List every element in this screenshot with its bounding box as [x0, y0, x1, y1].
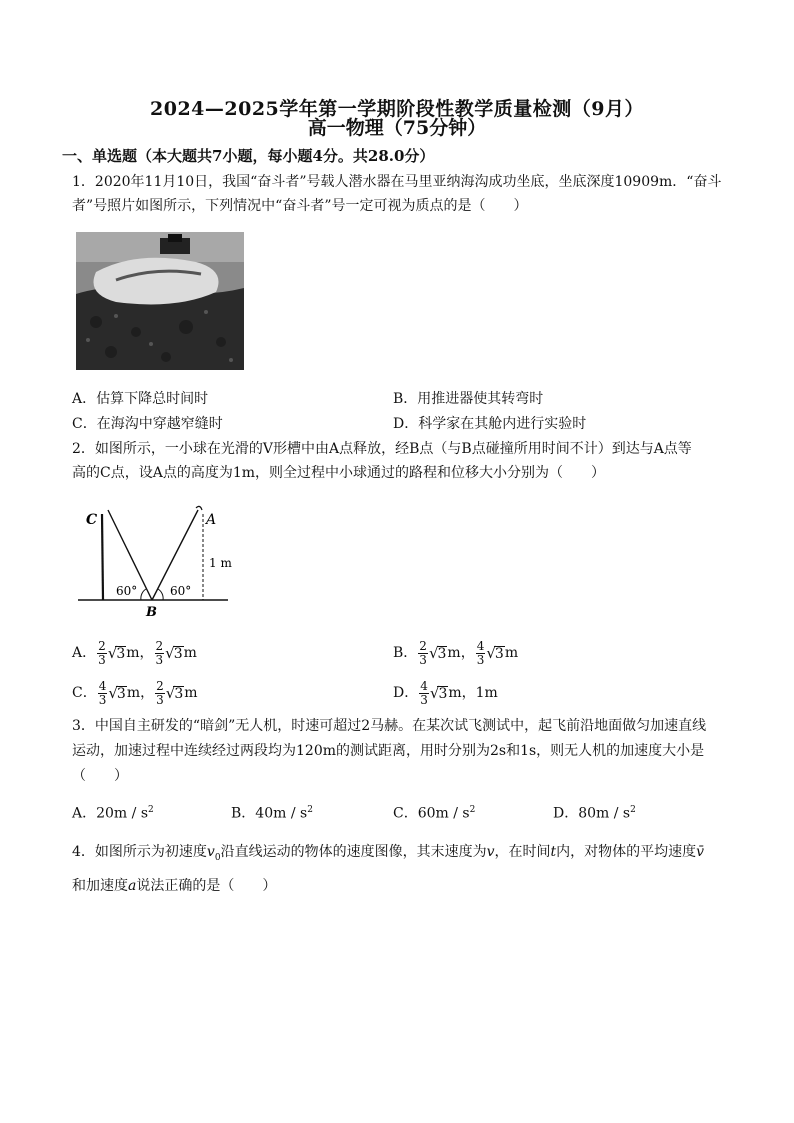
angle-right: 60° — [170, 584, 192, 598]
q3-option-b[interactable]: B．$40m / s^2$ — [231, 805, 313, 822]
exam-title: 2024—2025学年第一学期阶段性教学质量检测（9月） — [150, 98, 644, 120]
label-c: C — [86, 512, 98, 528]
q3-option-c[interactable]: C．$60m / s^2$ — [393, 805, 476, 822]
q2-option-d[interactable]: D． $\frac{4}{3}$ √ 3 m，1m — [393, 678, 498, 707]
q2-text-line2: 高的C点，设A点的高度为1m，则全过程中小球通过的路程和位移大小分别为（ ） — [72, 465, 606, 481]
submersible-photo — [76, 232, 244, 370]
q2-option-c[interactable]: C． $\frac{4}{3}$ √ 3 m， $\frac{2}{3}$ √ 3 m — [72, 678, 198, 707]
q1-option-c[interactable]: C．在海沟中穿越窄缝时 — [72, 416, 223, 432]
q2-text-line1: 2．如图所示，一小球在光滑的V形槽中由A点释放，经B点（与B点碰撞所用时间不计）到达与A点等 — [72, 441, 692, 457]
q2-option-a[interactable]: A． $\frac{2}{3}$ √ 3 m， $\frac{2}{3}$ √ 3 m — [72, 638, 197, 667]
q1-text-line2: 者”号照片如图所示，下列情况中“奋斗者”号一定可视为质点的是（ ） — [72, 198, 528, 214]
label-b: B — [146, 605, 157, 620]
q3-option-d[interactable]: D．$80m / s^2$ — [553, 805, 636, 822]
exam-subtitle: 高一物理（75分钟） — [307, 117, 487, 139]
angle-left: 60° — [116, 584, 138, 598]
q3-text-line2: 运动，加速过程中连续经过两段均为120m的测试距离，用时分别为2s和1s，则无人机的加速度大小是 — [72, 743, 705, 759]
q4-text-line2: 和加速度a说法正确的是（ ） — [72, 878, 277, 894]
q1-option-b[interactable]: B．用推进器使其转弯时 — [393, 391, 544, 407]
q3-option-a[interactable]: A．$20m / s^2$ — [72, 805, 154, 822]
height-label: 1 m — [209, 556, 232, 570]
label-a: A — [206, 512, 217, 528]
q3-text-line1: 3．中国自主研发的“暗剑”无人机，时速可超过2马赫。在某次试飞测试中，起飞前沿地面做匀加速直线 — [72, 718, 707, 734]
q1-option-d[interactable]: D．科学家在其舱内进行实验时 — [393, 416, 587, 432]
section-heading-single-choice: 一、单选题（本大题共7小题，每小题4分。共28.0分） — [62, 147, 435, 165]
q4-text-line1: 4．如图所示为初速度$v_0$沿直线运动的物体的速度图像，其末速度为v，在时间t内，对物体的平均速度v̄ — [72, 844, 705, 863]
v-groove-diagram — [72, 500, 242, 620]
q1-text-line1: 1．2020年11月10日，我国“奋斗者”号载人潜水器在马里亚纳海沟成功坐底，坐底深度10909m．“奋斗 — [72, 174, 722, 190]
q3-text-line3: （ ） — [72, 768, 128, 784]
q2-option-b[interactable]: B． $\frac{2}{3}$ √ 3 m， $\frac{4}{3}$ √ 3 m — [393, 638, 519, 667]
q1-option-a[interactable]: A．估算下降总时间时 — [72, 391, 209, 407]
